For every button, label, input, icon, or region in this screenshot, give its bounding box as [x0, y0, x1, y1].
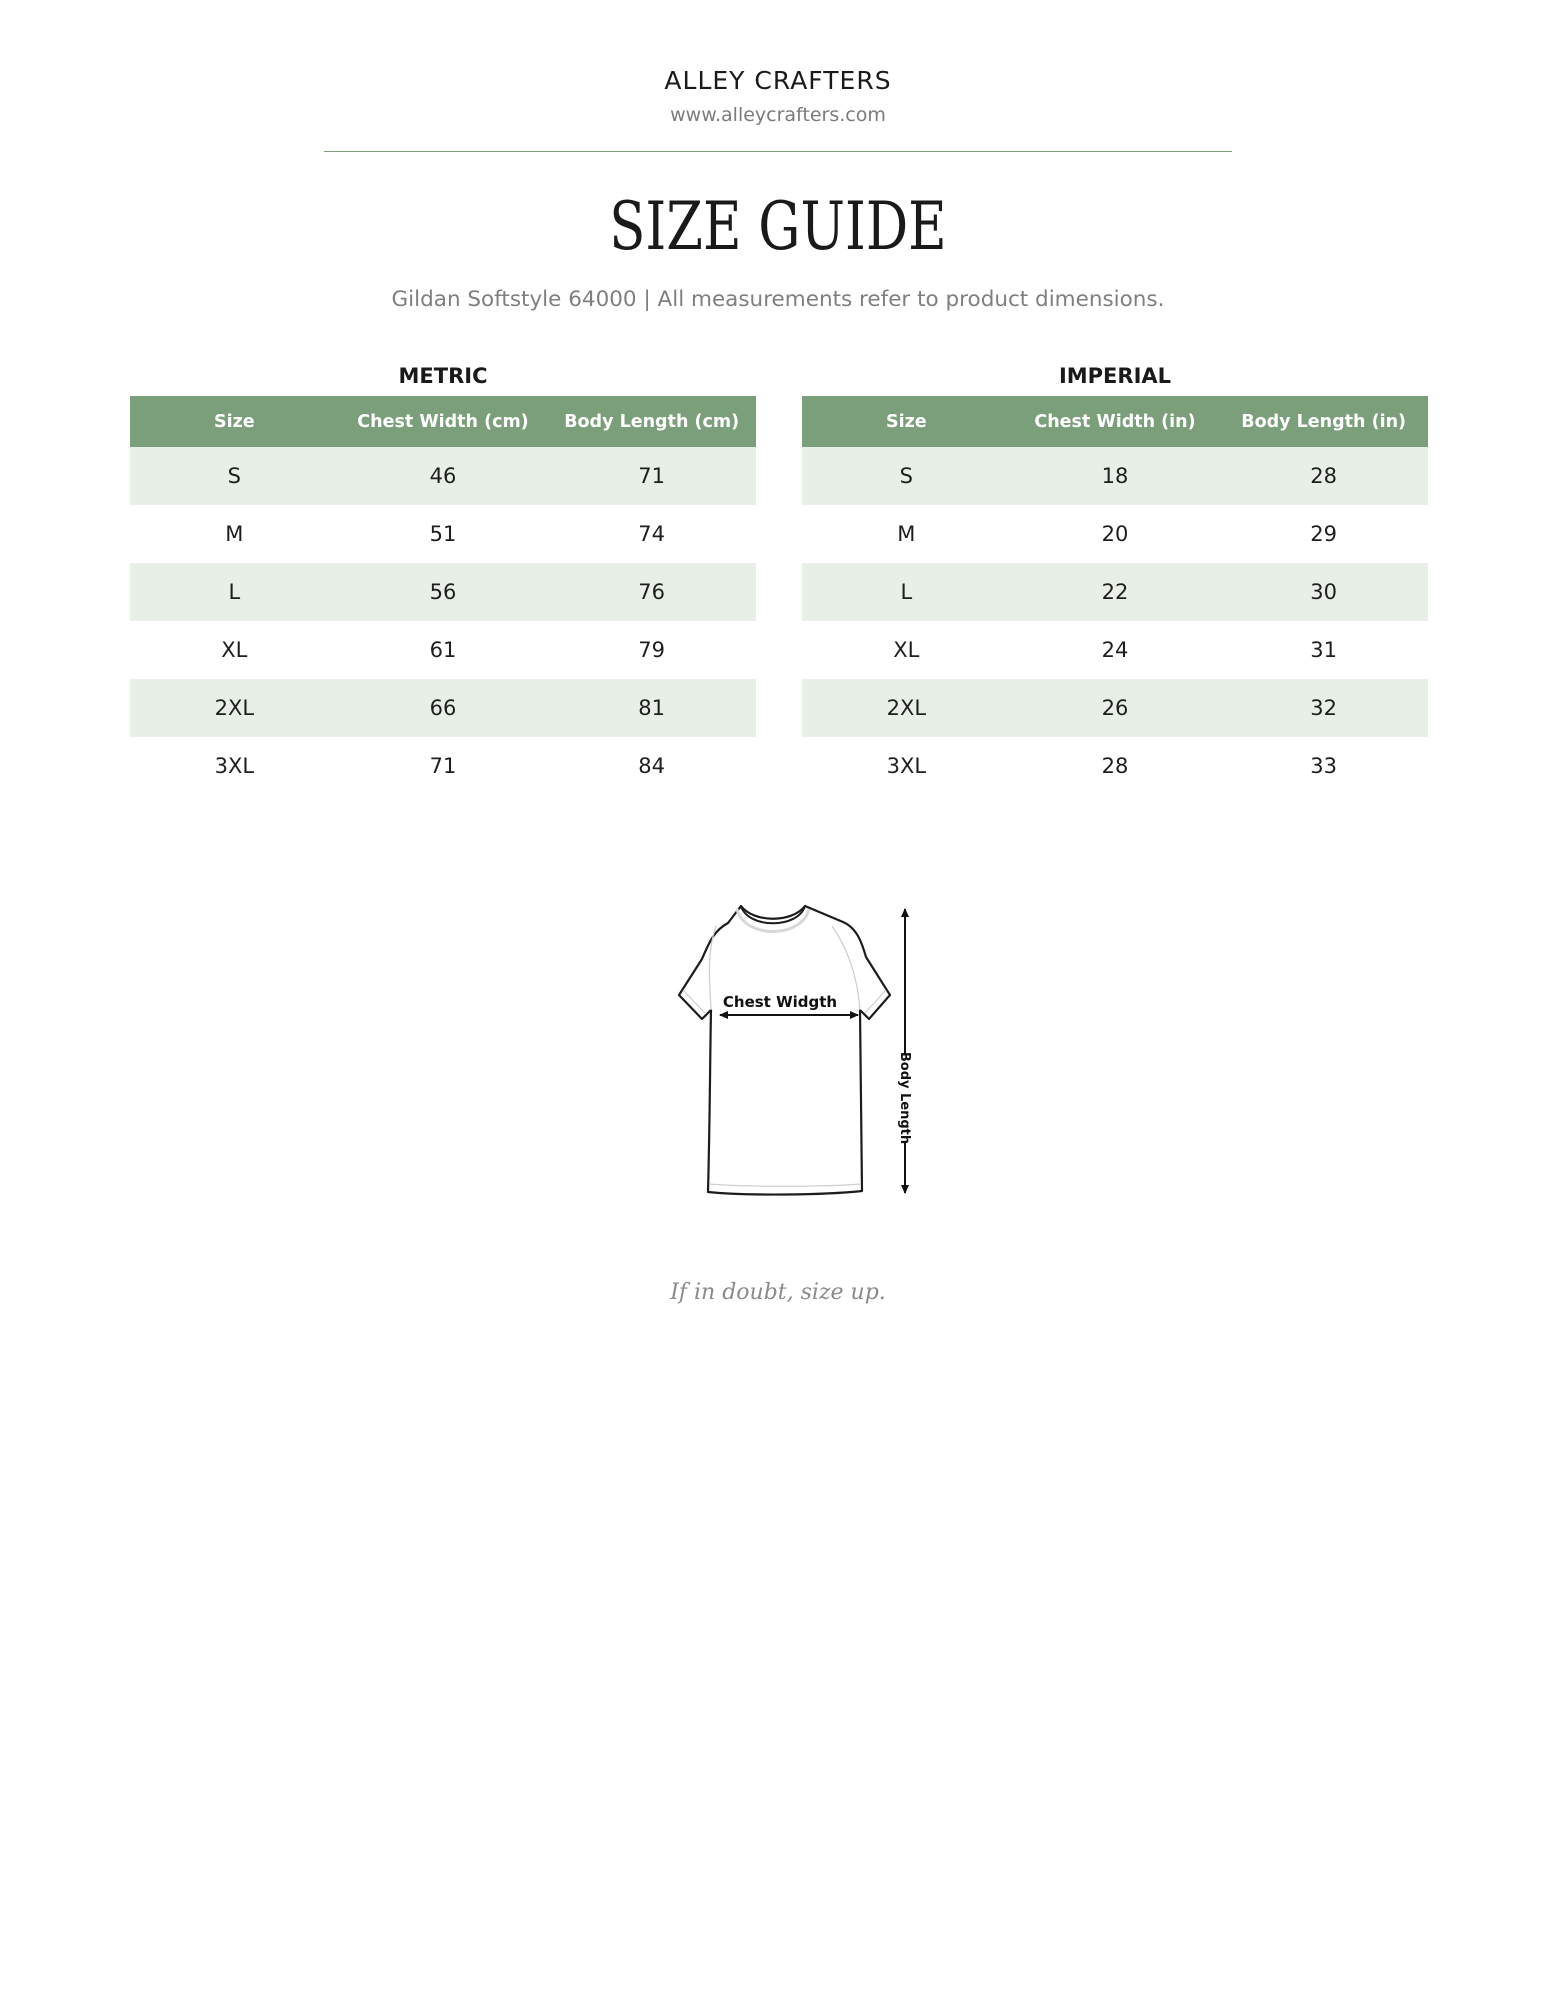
- table-row: [130, 737, 756, 795]
- imperial-table: [802, 396, 1428, 795]
- table-cell: 79: [547, 621, 756, 679]
- table-cell: S: [802, 447, 1011, 505]
- column-header: Size: [802, 396, 1011, 447]
- table-cell: 28: [1219, 447, 1428, 505]
- table-cell: 30: [1219, 563, 1428, 621]
- table-cell: 24: [1011, 621, 1220, 679]
- metric-heading: METRIC: [398, 364, 488, 388]
- table-cell: XL: [130, 621, 339, 679]
- table-cell: 29: [1219, 505, 1428, 563]
- table-row: [802, 679, 1428, 737]
- table-row: [130, 679, 756, 737]
- table-cell: 2XL: [130, 679, 339, 737]
- table-cell: 71: [339, 737, 548, 795]
- table-cell: 46: [339, 447, 548, 505]
- brand-name: ALLEY CRAFTERS: [664, 66, 892, 95]
- table-cell: 74: [547, 505, 756, 563]
- column-header: Body Length (in): [1219, 396, 1428, 447]
- table-cell: 32: [1219, 679, 1428, 737]
- body-length-label: Body Length: [897, 1051, 912, 1145]
- table-cell: 66: [339, 679, 548, 737]
- table-cell: M: [802, 505, 1011, 563]
- table-header-row: [130, 396, 756, 447]
- table-cell: 31: [1219, 621, 1428, 679]
- chest-width-label: Chest Widgth: [722, 993, 838, 1011]
- table-cell: 76: [547, 563, 756, 621]
- metric-table-block: [130, 362, 756, 795]
- table-row: [130, 621, 756, 679]
- table-cell: 2XL: [802, 679, 1011, 737]
- imperial-table-block: [802, 362, 1428, 795]
- table-cell: 28: [1011, 737, 1220, 795]
- tshirt-measurement-diagram: [620, 895, 940, 1205]
- table-cell: 18: [1011, 447, 1220, 505]
- table-cell: 61: [339, 621, 548, 679]
- page-title: SIZE GUIDE: [609, 188, 947, 265]
- table-cell: 22: [1011, 563, 1220, 621]
- table-cell: 81: [547, 679, 756, 737]
- table-cell: 71: [547, 447, 756, 505]
- table-row: [802, 621, 1428, 679]
- website-url: www.alleycrafters.com: [670, 104, 886, 126]
- tagline: If in doubt, size up.: [670, 1280, 886, 1305]
- table-row: [802, 505, 1428, 563]
- table-cell: 84: [547, 737, 756, 795]
- table-cell: L: [130, 563, 339, 621]
- table-row: [802, 737, 1428, 795]
- table-row: [130, 447, 756, 505]
- table-row: [802, 447, 1428, 505]
- metric-table: [130, 396, 756, 795]
- column-header: Size: [130, 396, 339, 447]
- column-header: Body Length (cm): [547, 396, 756, 447]
- page-subtitle: Gildan Softstyle 64000 | All measurements refer to product dimensions.: [391, 287, 1165, 312]
- table-cell: 3XL: [130, 737, 339, 795]
- table-cell: 3XL: [802, 737, 1011, 795]
- column-header: Chest Width (in): [1011, 396, 1220, 447]
- table-row: [130, 505, 756, 563]
- table-cell: XL: [802, 621, 1011, 679]
- table-row: [802, 563, 1428, 621]
- table-header-row: [802, 396, 1428, 447]
- table-row: [130, 563, 756, 621]
- table-cell: 33: [1219, 737, 1428, 795]
- table-cell: M: [130, 505, 339, 563]
- imperial-heading: IMPERIAL: [1058, 364, 1172, 388]
- table-cell: 26: [1011, 679, 1220, 737]
- header-divider: [324, 151, 1232, 152]
- table-cell: 51: [339, 505, 548, 563]
- table-cell: S: [130, 447, 339, 505]
- table-cell: 20: [1011, 505, 1220, 563]
- column-header: Chest Width (cm): [339, 396, 548, 447]
- tshirt-icon: [679, 906, 890, 1195]
- table-cell: L: [802, 563, 1011, 621]
- table-cell: 56: [339, 563, 548, 621]
